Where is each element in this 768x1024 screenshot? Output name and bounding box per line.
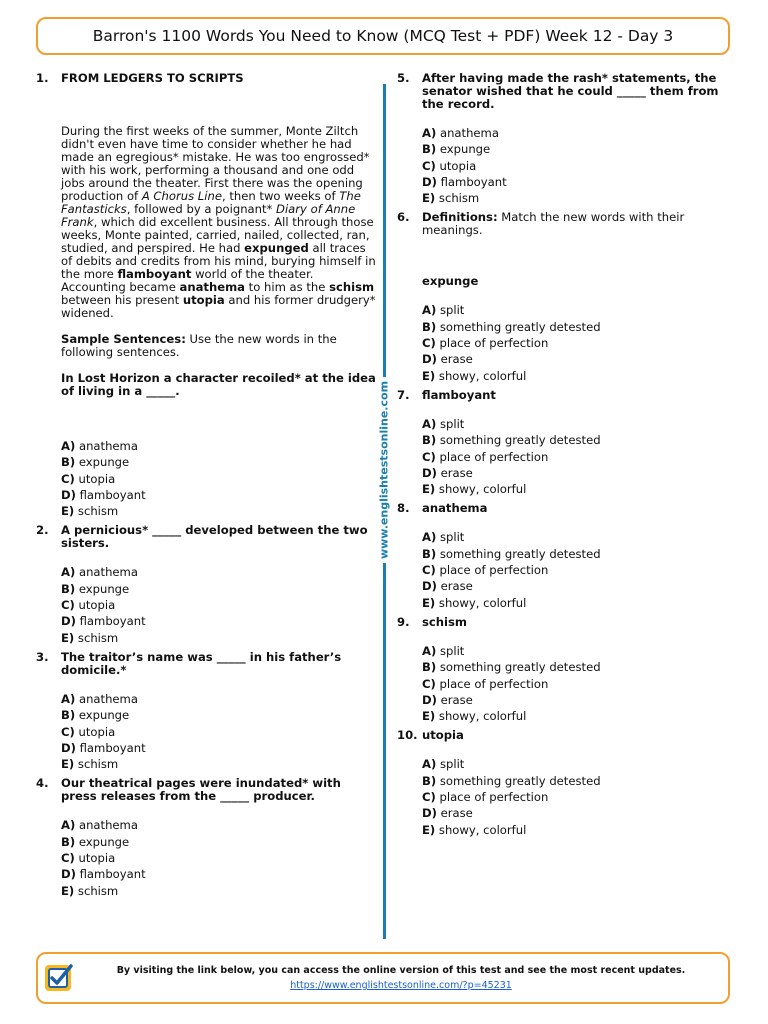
question-4	[36, 777, 376, 898]
option-a[interactable]: A) split	[422, 643, 465, 658]
option-a[interactable]: A) anathema	[61, 439, 138, 453]
question-number: 5.	[397, 71, 410, 85]
option-d[interactable]: D) erase	[422, 579, 473, 594]
answer-options	[422, 302, 737, 383]
question-number: 7.	[397, 387, 410, 402]
option-b[interactable]: B) something greatly detested	[422, 319, 601, 334]
option-a[interactable]: A) anathema	[61, 691, 138, 706]
option-d[interactable]: D) flamboyant	[61, 740, 146, 755]
option-d[interactable]: D) erase	[422, 465, 473, 480]
online-test-link[interactable]: https://www.englishtestsonline.com/?p=45231	[290, 980, 512, 991]
option-b[interactable]: B) expunge	[61, 455, 130, 470]
question-number: 4.	[36, 776, 49, 791]
answer-options	[422, 643, 737, 724]
definitions-instructions: Definitions: Match the new words with their meanings.	[422, 210, 685, 238]
target-word: flamboyant	[422, 387, 496, 402]
question-6	[397, 211, 737, 383]
option-b[interactable]: B) something greatly detested	[422, 773, 601, 788]
watermark-url: www.englishtestsonline.com	[378, 377, 391, 563]
question-8	[397, 502, 737, 610]
question-number: 3.	[36, 649, 49, 664]
option-e[interactable]: E) schism	[61, 757, 119, 772]
target-word: schism	[422, 614, 467, 629]
option-b[interactable]: B) something greatly detested	[422, 433, 601, 448]
answer-options	[61, 438, 376, 519]
option-c[interactable]: C) place of perfection	[422, 449, 549, 464]
option-b[interactable]: B) expunge	[61, 581, 130, 596]
passage-title: FROM LEDGERS TO SCRIPTS	[61, 71, 244, 85]
option-e[interactable]: E) schism	[422, 191, 480, 206]
target-word: anathema	[422, 501, 488, 516]
answer-options	[61, 817, 376, 898]
option-c[interactable]: C) utopia	[61, 471, 116, 486]
option-d[interactable]: D) erase	[422, 352, 473, 367]
question-number: 6.	[397, 210, 410, 225]
option-e[interactable]: E) showy, colorful	[422, 595, 527, 610]
option-a[interactable]: A) anathema	[61, 565, 138, 580]
question-number: 10.	[397, 728, 418, 743]
answer-options	[61, 564, 376, 645]
question-text: The traitor’s name was _____ in his father’s domicile.*	[61, 649, 342, 677]
question-1-body	[36, 125, 376, 519]
question-prompt: In Lost Horizon a character recoiled* at the idea of living in a _____.	[61, 371, 376, 398]
option-b[interactable]: B) something greatly detested	[422, 660, 601, 675]
option-d[interactable]: D) flamboyant	[61, 487, 146, 502]
question-1	[36, 72, 376, 85]
page-header	[36, 17, 730, 55]
option-a[interactable]: A) anathema	[61, 818, 138, 833]
option-d[interactable]: D) erase	[422, 806, 473, 821]
option-b[interactable]: B) expunge	[61, 834, 130, 849]
option-c[interactable]: C) utopia	[61, 851, 116, 866]
question-text: Our theatrical pages were inundated* with press releases from the _____ producer.	[61, 776, 341, 804]
answer-options	[422, 125, 737, 206]
footer-note: By visiting the link below, you can access the online version of this test and see the most recent updates.	[116, 965, 686, 976]
option-d[interactable]: D) flamboyant	[61, 614, 146, 629]
option-c[interactable]: C) utopia	[61, 598, 116, 613]
question-text: A pernicious* _____ developed between the two sisters.	[61, 523, 368, 551]
question-number: 8.	[397, 501, 410, 516]
answer-options	[61, 691, 376, 772]
question-2	[36, 524, 376, 645]
option-e[interactable]: E) showy, colorful	[422, 482, 527, 497]
option-d[interactable]: D) erase	[422, 692, 473, 707]
answer-options	[422, 416, 737, 497]
option-a[interactable]: A) split	[422, 416, 465, 431]
question-3	[36, 651, 376, 772]
option-e[interactable]: E) schism	[61, 504, 119, 519]
question-10	[397, 729, 737, 837]
target-word: expunge	[422, 274, 479, 289]
option-e[interactable]: E) schism	[61, 630, 119, 645]
option-c[interactable]: C) utopia	[61, 724, 116, 739]
question-7	[397, 389, 737, 497]
page-title: Barron's 1100 Words You Need to Know (MCQ Test + PDF) Week 12 - Day 3	[92, 27, 674, 45]
option-d[interactable]: D) flamboyant	[422, 174, 507, 189]
question-text: After having made the rash* statements, the senator wished that he could _____ them from the record.	[422, 71, 719, 111]
option-a[interactable]: A) split	[422, 530, 465, 545]
option-c[interactable]: C) place of perfection	[422, 676, 549, 691]
option-a[interactable]: A) anathema	[422, 126, 499, 140]
footer-box	[36, 952, 730, 1004]
option-c[interactable]: C) utopia	[422, 158, 477, 173]
option-a[interactable]: A) split	[422, 757, 465, 772]
option-b[interactable]: B) something greatly detested	[422, 546, 601, 561]
question-number: 1.	[36, 71, 49, 85]
right-column	[397, 72, 737, 838]
option-c[interactable]: C) place of perfection	[422, 790, 549, 805]
option-c[interactable]: C) place of perfection	[422, 336, 549, 351]
option-b[interactable]: B) expunge	[61, 708, 130, 723]
option-e[interactable]: E) schism	[61, 883, 119, 898]
option-e[interactable]: E) showy, colorful	[422, 368, 527, 383]
question-9	[397, 616, 737, 724]
sample-instructions: Sample Sentences: Use the new words in the following sentences.	[61, 332, 337, 359]
answer-options	[422, 756, 737, 837]
option-d[interactable]: D) flamboyant	[61, 867, 146, 882]
question-5	[397, 72, 737, 206]
left-column	[36, 72, 376, 899]
answer-options	[422, 529, 737, 610]
option-a[interactable]: A) split	[422, 303, 465, 318]
option-e[interactable]: E) showy, colorful	[422, 822, 527, 837]
reading-passage: During the first weeks of the summer, Monte Ziltch didn't even have time to consider whether he had made an egregious* mistake. He was too engrossed* with his work, performing a thousand and one odd jobs around the theater. First there was the opening production of A Chorus Line, then two weeks of The Fantasticks, followed by a poignant* Diary of Anne Frank, which did excellent business. All through those weeks, Monte painted, carried, nailed, collected, ran, studied, and perspired. He had expunged all traces of debits and credits from his mind, burying himself in the more flamboyant world of the theater. Accounting became anathema to him as the schism between his present utopia and his former drudgery* widened.	[61, 124, 376, 320]
option-e[interactable]: E) showy, colorful	[422, 709, 527, 724]
option-c[interactable]: C) place of perfection	[422, 563, 549, 578]
question-number: 9.	[397, 614, 410, 629]
question-number: 2.	[36, 523, 49, 538]
target-word: utopia	[422, 728, 464, 743]
checkbox-icon	[42, 960, 76, 996]
option-b[interactable]: B) expunge	[422, 142, 491, 157]
